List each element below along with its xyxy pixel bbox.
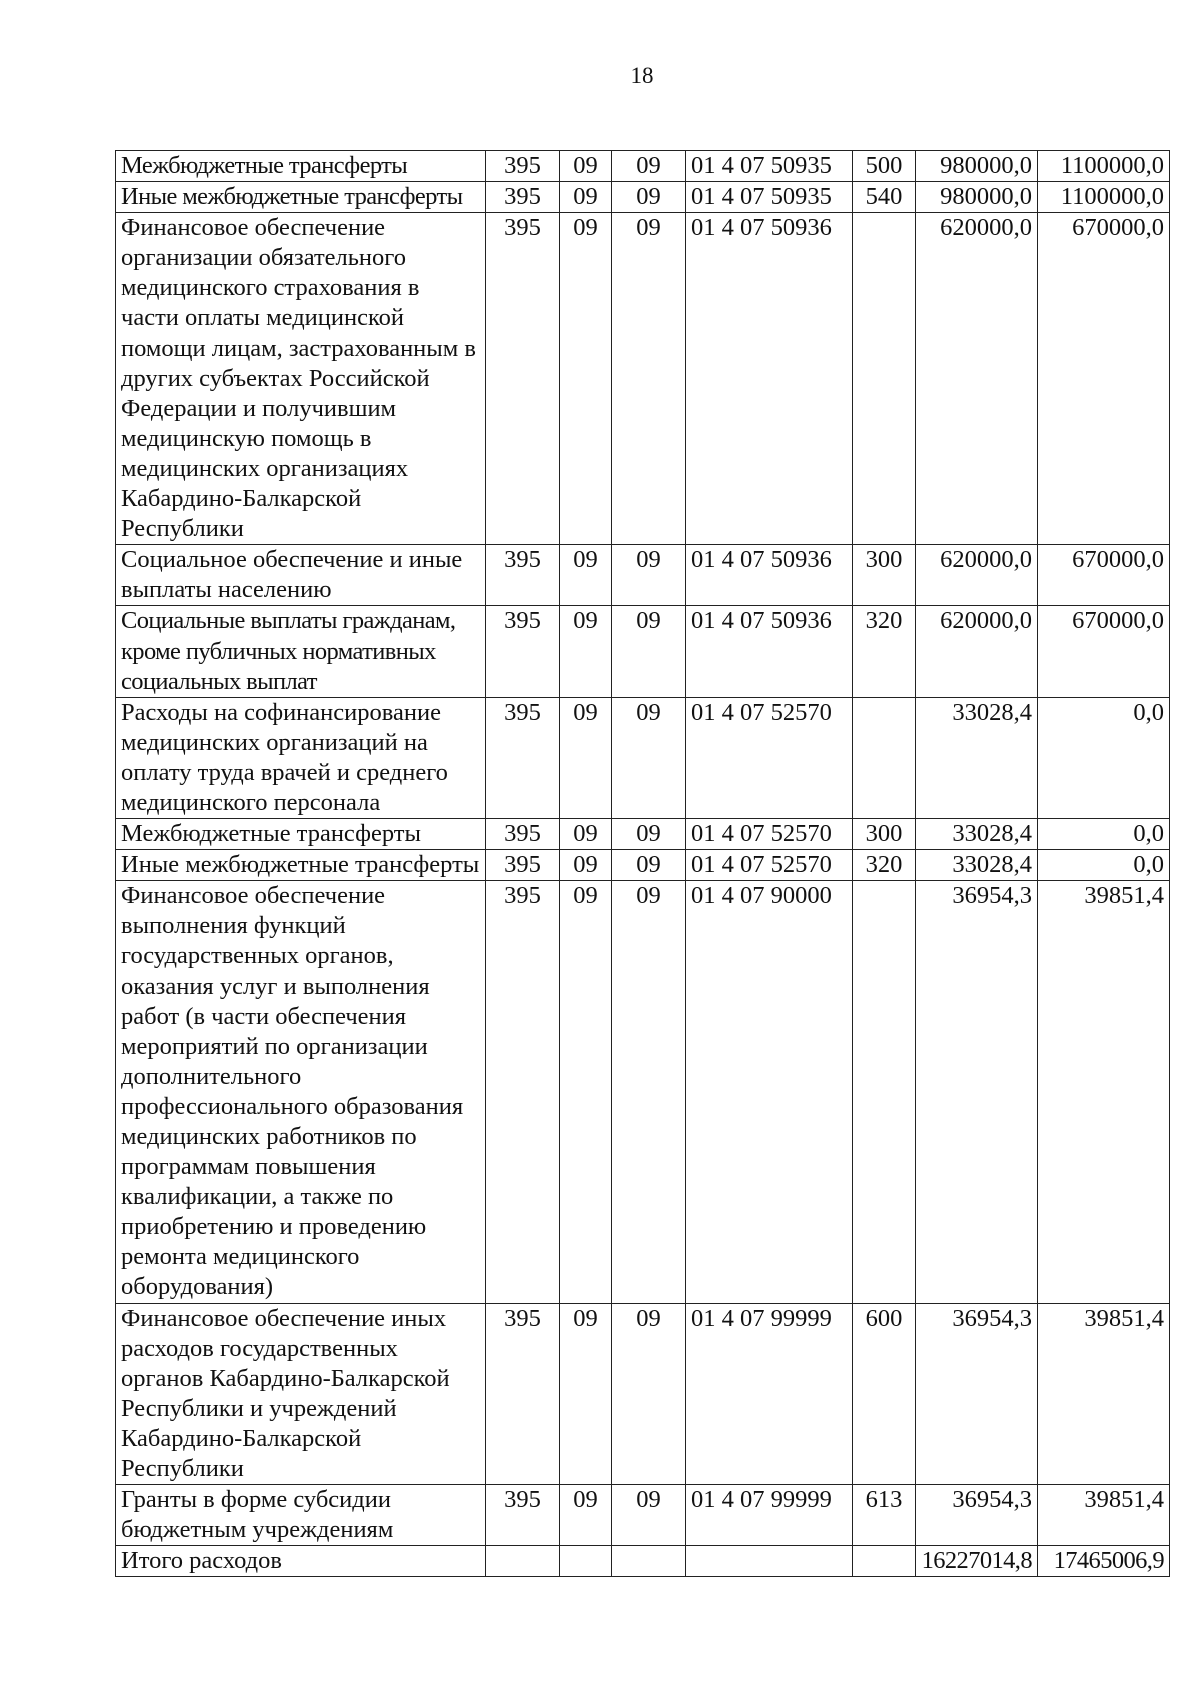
row-csr: 01 4 07 52570 [686, 819, 853, 850]
row-gr: 395 [486, 182, 560, 213]
row-pr: 09 [612, 151, 686, 182]
row-sum-1: 33028,4 [916, 697, 1038, 818]
table-row [116, 819, 1170, 850]
row-name: Расходы на софинансирование медицинских организаций на оплату труда врачей и среднего медицинского персонала [116, 697, 486, 818]
table-row [116, 151, 1170, 182]
row-vr: 613 [853, 1485, 916, 1546]
row-name: Социальные выплаты гражданам, кроме публичных нормативных социальных выплат [116, 606, 486, 697]
total-rz [560, 1546, 612, 1577]
row-vr [853, 881, 916, 1303]
row-name: Социальное обеспечение и иные выплаты населению [116, 545, 486, 606]
table-row [116, 545, 1170, 606]
row-rz: 09 [560, 182, 612, 213]
row-pr: 09 [612, 182, 686, 213]
row-pr: 09 [612, 697, 686, 818]
row-sum-1: 620000,0 [916, 606, 1038, 697]
row-csr: 01 4 07 50936 [686, 213, 853, 545]
row-csr: 01 4 07 50935 [686, 182, 853, 213]
row-csr: 01 4 07 99999 [686, 1485, 853, 1546]
row-name: Финансовое обеспечение иных расходов государственных органов Кабардино-Балкарской Республики и учреждений Кабардино-Балкарской Республики [116, 1303, 486, 1485]
total-gr [486, 1546, 560, 1577]
row-sum-1: 980000,0 [916, 151, 1038, 182]
row-vr: 320 [853, 850, 916, 881]
row-pr: 09 [612, 850, 686, 881]
row-pr: 09 [612, 545, 686, 606]
row-rz: 09 [560, 606, 612, 697]
row-gr: 395 [486, 213, 560, 545]
row-name: Межбюджетные трансферты [116, 151, 486, 182]
row-gr: 395 [486, 1485, 560, 1546]
row-gr: 395 [486, 850, 560, 881]
row-gr: 395 [486, 606, 560, 697]
row-rz: 09 [560, 151, 612, 182]
row-sum-2: 39851,4 [1038, 881, 1170, 1303]
total-label: Итого расходов [116, 1546, 486, 1577]
row-name: Межбюджетные трансферты [116, 819, 486, 850]
row-pr: 09 [612, 213, 686, 545]
row-pr: 09 [612, 881, 686, 1303]
row-vr: 500 [853, 151, 916, 182]
total-vr [853, 1546, 916, 1577]
row-rz: 09 [560, 850, 612, 881]
row-vr [853, 697, 916, 818]
row-name: Финансовое обеспечение организации обязательного медицинского страхования в части оплаты медицинской помощи лицам, застрахованным в других субъектах Российской Федерации и получившим медицинскую помощь в медицинских организациях Кабардино-Балкарской Республики [116, 213, 486, 545]
table-row [116, 697, 1170, 818]
row-sum-2: 0,0 [1038, 697, 1170, 818]
budget-table [115, 150, 1170, 1577]
row-csr: 01 4 07 50936 [686, 606, 853, 697]
total-sum-2: 17465006,9 [1038, 1546, 1170, 1577]
total-csr [686, 1546, 853, 1577]
row-vr: 300 [853, 819, 916, 850]
row-pr: 09 [612, 1303, 686, 1485]
table-row [116, 606, 1170, 697]
row-csr: 01 4 07 52570 [686, 850, 853, 881]
row-gr: 395 [486, 1303, 560, 1485]
row-sum-2: 0,0 [1038, 819, 1170, 850]
table-row [116, 1485, 1170, 1546]
row-vr: 300 [853, 545, 916, 606]
row-sum-2: 39851,4 [1038, 1303, 1170, 1485]
row-rz: 09 [560, 1303, 612, 1485]
row-name: Иные межбюджетные трансферты [116, 850, 486, 881]
table-row [116, 182, 1170, 213]
row-sum-2: 670000,0 [1038, 213, 1170, 545]
row-name: Иные межбюджетные трансферты [116, 182, 486, 213]
row-sum-1: 36954,3 [916, 1485, 1038, 1546]
row-sum-1: 33028,4 [916, 819, 1038, 850]
total-pr [612, 1546, 686, 1577]
row-sum-2: 670000,0 [1038, 545, 1170, 606]
row-csr: 01 4 07 90000 [686, 881, 853, 1303]
row-pr: 09 [612, 1485, 686, 1546]
table-row [116, 213, 1170, 545]
row-vr [853, 213, 916, 545]
row-rz: 09 [560, 697, 612, 818]
row-vr: 540 [853, 182, 916, 213]
row-gr: 395 [486, 151, 560, 182]
row-gr: 395 [486, 697, 560, 818]
row-sum-2: 0,0 [1038, 850, 1170, 881]
row-vr: 320 [853, 606, 916, 697]
row-sum-1: 980000,0 [916, 182, 1038, 213]
row-csr: 01 4 07 52570 [686, 697, 853, 818]
row-name: Гранты в форме субсидии бюджетным учреждениям [116, 1485, 486, 1546]
total-sum-1: 16227014,8 [916, 1546, 1038, 1577]
row-rz: 09 [560, 881, 612, 1303]
row-rz: 09 [560, 213, 612, 545]
row-gr: 395 [486, 881, 560, 1303]
page-number: 18 [630, 63, 654, 88]
row-gr: 395 [486, 819, 560, 850]
row-sum-1: 33028,4 [916, 850, 1038, 881]
row-rz: 09 [560, 545, 612, 606]
row-csr: 01 4 07 99999 [686, 1303, 853, 1485]
row-sum-1: 620000,0 [916, 545, 1038, 606]
row-name: Финансовое обеспечение выполнения функций государственных органов, оказания услуг и выполнения работ (в части обеспечения мероприятий по организации дополнительного профессионального образования медицинских работников по программам повышения квалификации, а также по приобретению и проведению ремонта медицинского оборудования) [116, 881, 486, 1303]
row-sum-2: 1100000,0 [1038, 151, 1170, 182]
row-sum-2: 1100000,0 [1038, 182, 1170, 213]
row-csr: 01 4 07 50935 [686, 151, 853, 182]
row-sum-2: 39851,4 [1038, 1485, 1170, 1546]
table-row [116, 881, 1170, 1303]
table-row [116, 850, 1170, 881]
row-pr: 09 [612, 606, 686, 697]
row-sum-1: 36954,3 [916, 881, 1038, 1303]
row-sum-1: 620000,0 [916, 213, 1038, 545]
row-rz: 09 [560, 819, 612, 850]
row-sum-1: 36954,3 [916, 1303, 1038, 1485]
row-pr: 09 [612, 819, 686, 850]
row-vr: 600 [853, 1303, 916, 1485]
row-csr: 01 4 07 50936 [686, 545, 853, 606]
row-sum-2: 670000,0 [1038, 606, 1170, 697]
table-row [116, 1303, 1170, 1485]
row-gr: 395 [486, 545, 560, 606]
row-rz: 09 [560, 1485, 612, 1546]
total-row [116, 1546, 1170, 1577]
